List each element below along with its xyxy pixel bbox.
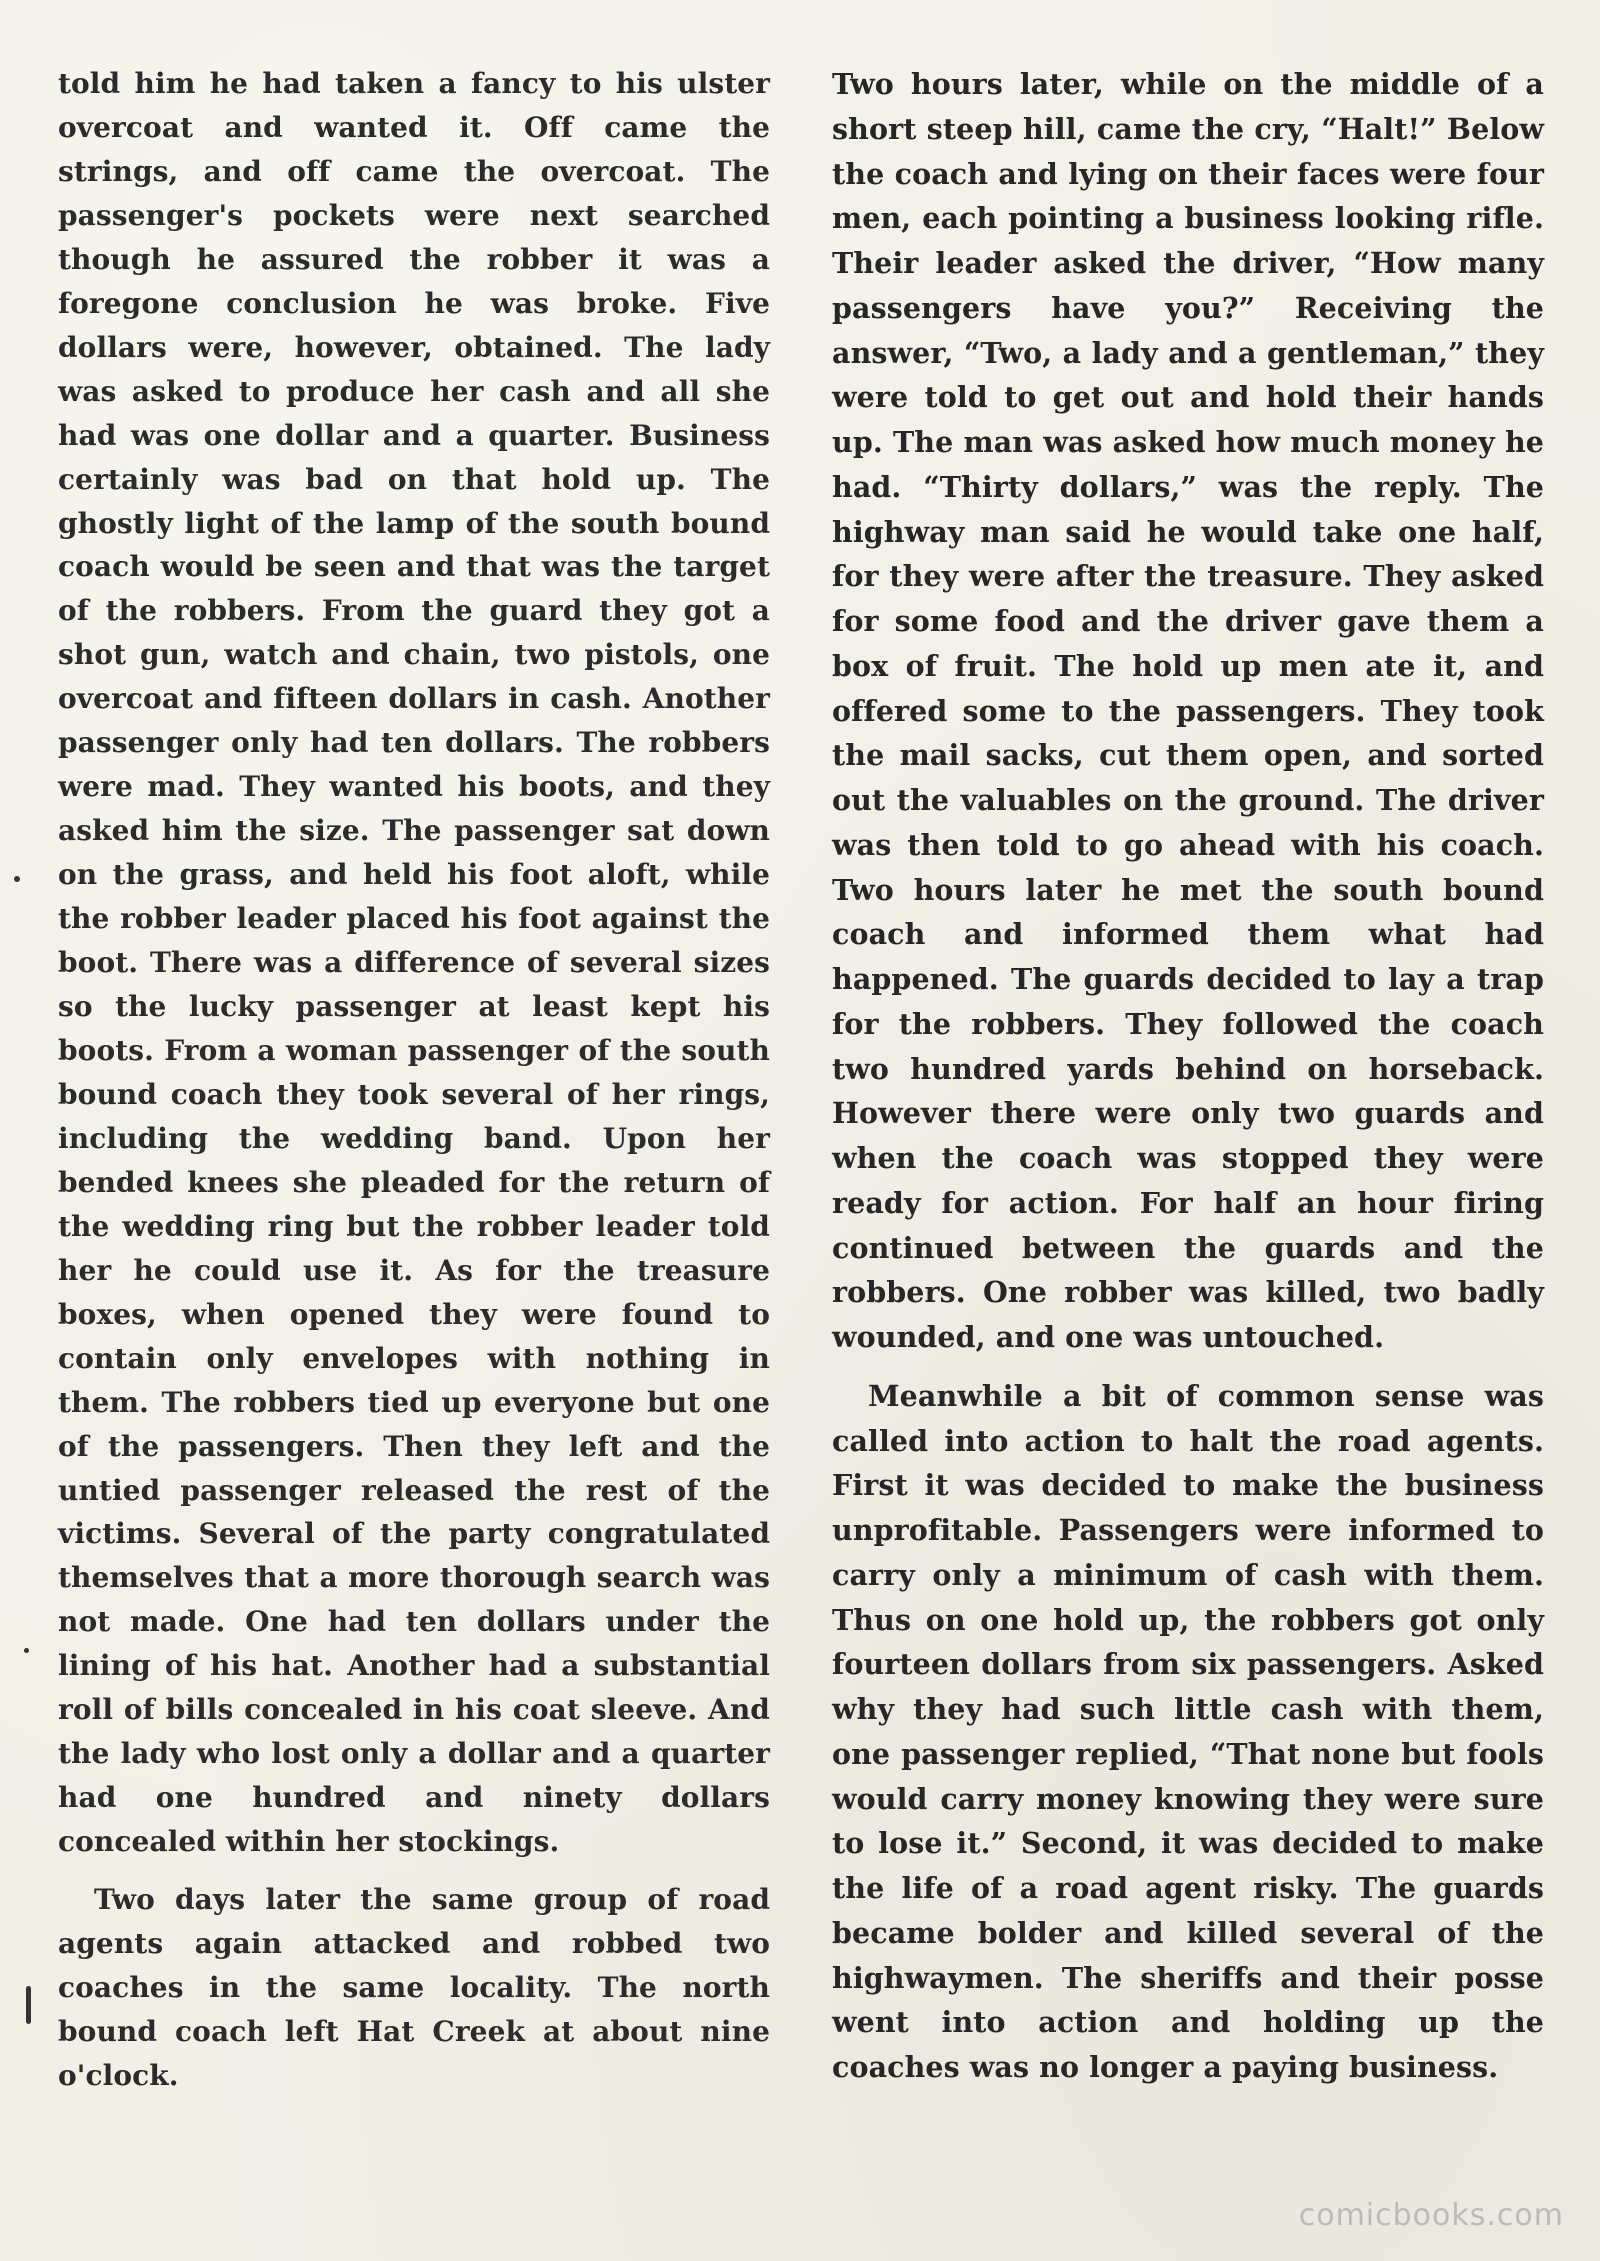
left-column	[58, 62, 770, 2098]
paragraph: Two days later the same group of road agents again attacked and robbed two coaches in the same locality. The north bound coach left Hat Creek at about nine o'clock.	[58, 1883, 770, 2092]
paragraph: Two hours later, while on the middle of a short steep hill, came the cry, “Halt!” Below the coach and lying on their faces were four men, each pointing a business looking rifle. Their leader asked the driver, “How many passengers have you?” Receiving the answer, “Two, a lady and a gentleman,” they were told to get out and hold their hands up. The man was asked how much money he had. “Thirty dollars,” was the reply. The highway man said he would take one half, for they were after the treasure. They asked for some food and the driver gave them a box of fruit. The hold up men ate it, and offered some to the passengers. They took the mail sacks, cut them open, and sorted out the valuables on the ground. The driver was then told to go ahead with his coach. Two hours later he met the south bound coach and informed them what had happened. The guards decided to lay a trap for the robbers. They followed the coach two hundred yards behind on horseback. However there were only two guards and when the coach was stopped they were ready for action. For half an hour firing continued between the guards and the robbers. One robber was killed, two badly wounded, and one was untouched.	[832, 67, 1544, 1354]
watermark: comicbooks.com	[1298, 2198, 1564, 2233]
ink-speck	[26, 1986, 31, 2024]
paragraph: Meanwhile a bit of common sense was called into action to halt the road agents. First it was decided to make the business unprofitable. Passengers were informed to carry only a minimum of cash with them. Thus on one hold up, the robbers got only fourteen dollars from six passengers. Asked why they had such little cash with them, one passenger replied, “That none but fools would carry money knowing they were sure to lose it.” Second, it was decided to make the life of a road agent risky. The guards became bolder and killed several of the highwaymen. The sheriffs and their posse went into action and holding up the coaches was no longer a paying business.	[832, 1378, 1544, 2084]
ink-speck	[14, 876, 20, 882]
paragraph: told him he had taken a fancy to his ulster overcoat and wanted it. Off came the strings, and off came the overcoat. The passenger's pockets were next searched though he assured the robber it was a foregone conclusion he was broke. Five dollars were, however, obtained. The lady was asked to produce her cash and all she had was one dollar and a quarter. Business certainly was bad on that hold up. The ghostly light of the lamp of the south bound coach would be seen and that was the target of the robbers. From the guard they got a shot gun, watch and chain, two pistols, one overcoat and fifteen dollars in cash. Another passenger only had ten dollars. The robbers were mad. They wanted his boots, and they asked him the size. The passenger sat down on the grass, and held his foot aloft, while the robber leader placed his foot against the boot. There was a difference of several sizes so the lucky passenger at least kept his boots. From a woman passenger of the south bound coach they took several of her rings, including the wedding band. Upon her bended knees she pleaded for the return of the wedding ring but the robber leader told her he could use it. As for the treasure boxes, when opened they were found to contain only envelopes with nothing in them. The robbers tied up everyone but one of the passengers. Then they left and the untied passenger released the rest of the victims. Several of the party congratulated themselves that a more thorough search was not made. One had ten dollars under the lining of his hat. Another had a substantial roll of bills concealed in his coat sleeve. And the lady who lost only a dollar and a quarter had one hundred and ninety dollars concealed within her stockings.	[58, 67, 770, 1859]
right-column	[832, 62, 1544, 2090]
ink-speck	[24, 1648, 29, 1653]
